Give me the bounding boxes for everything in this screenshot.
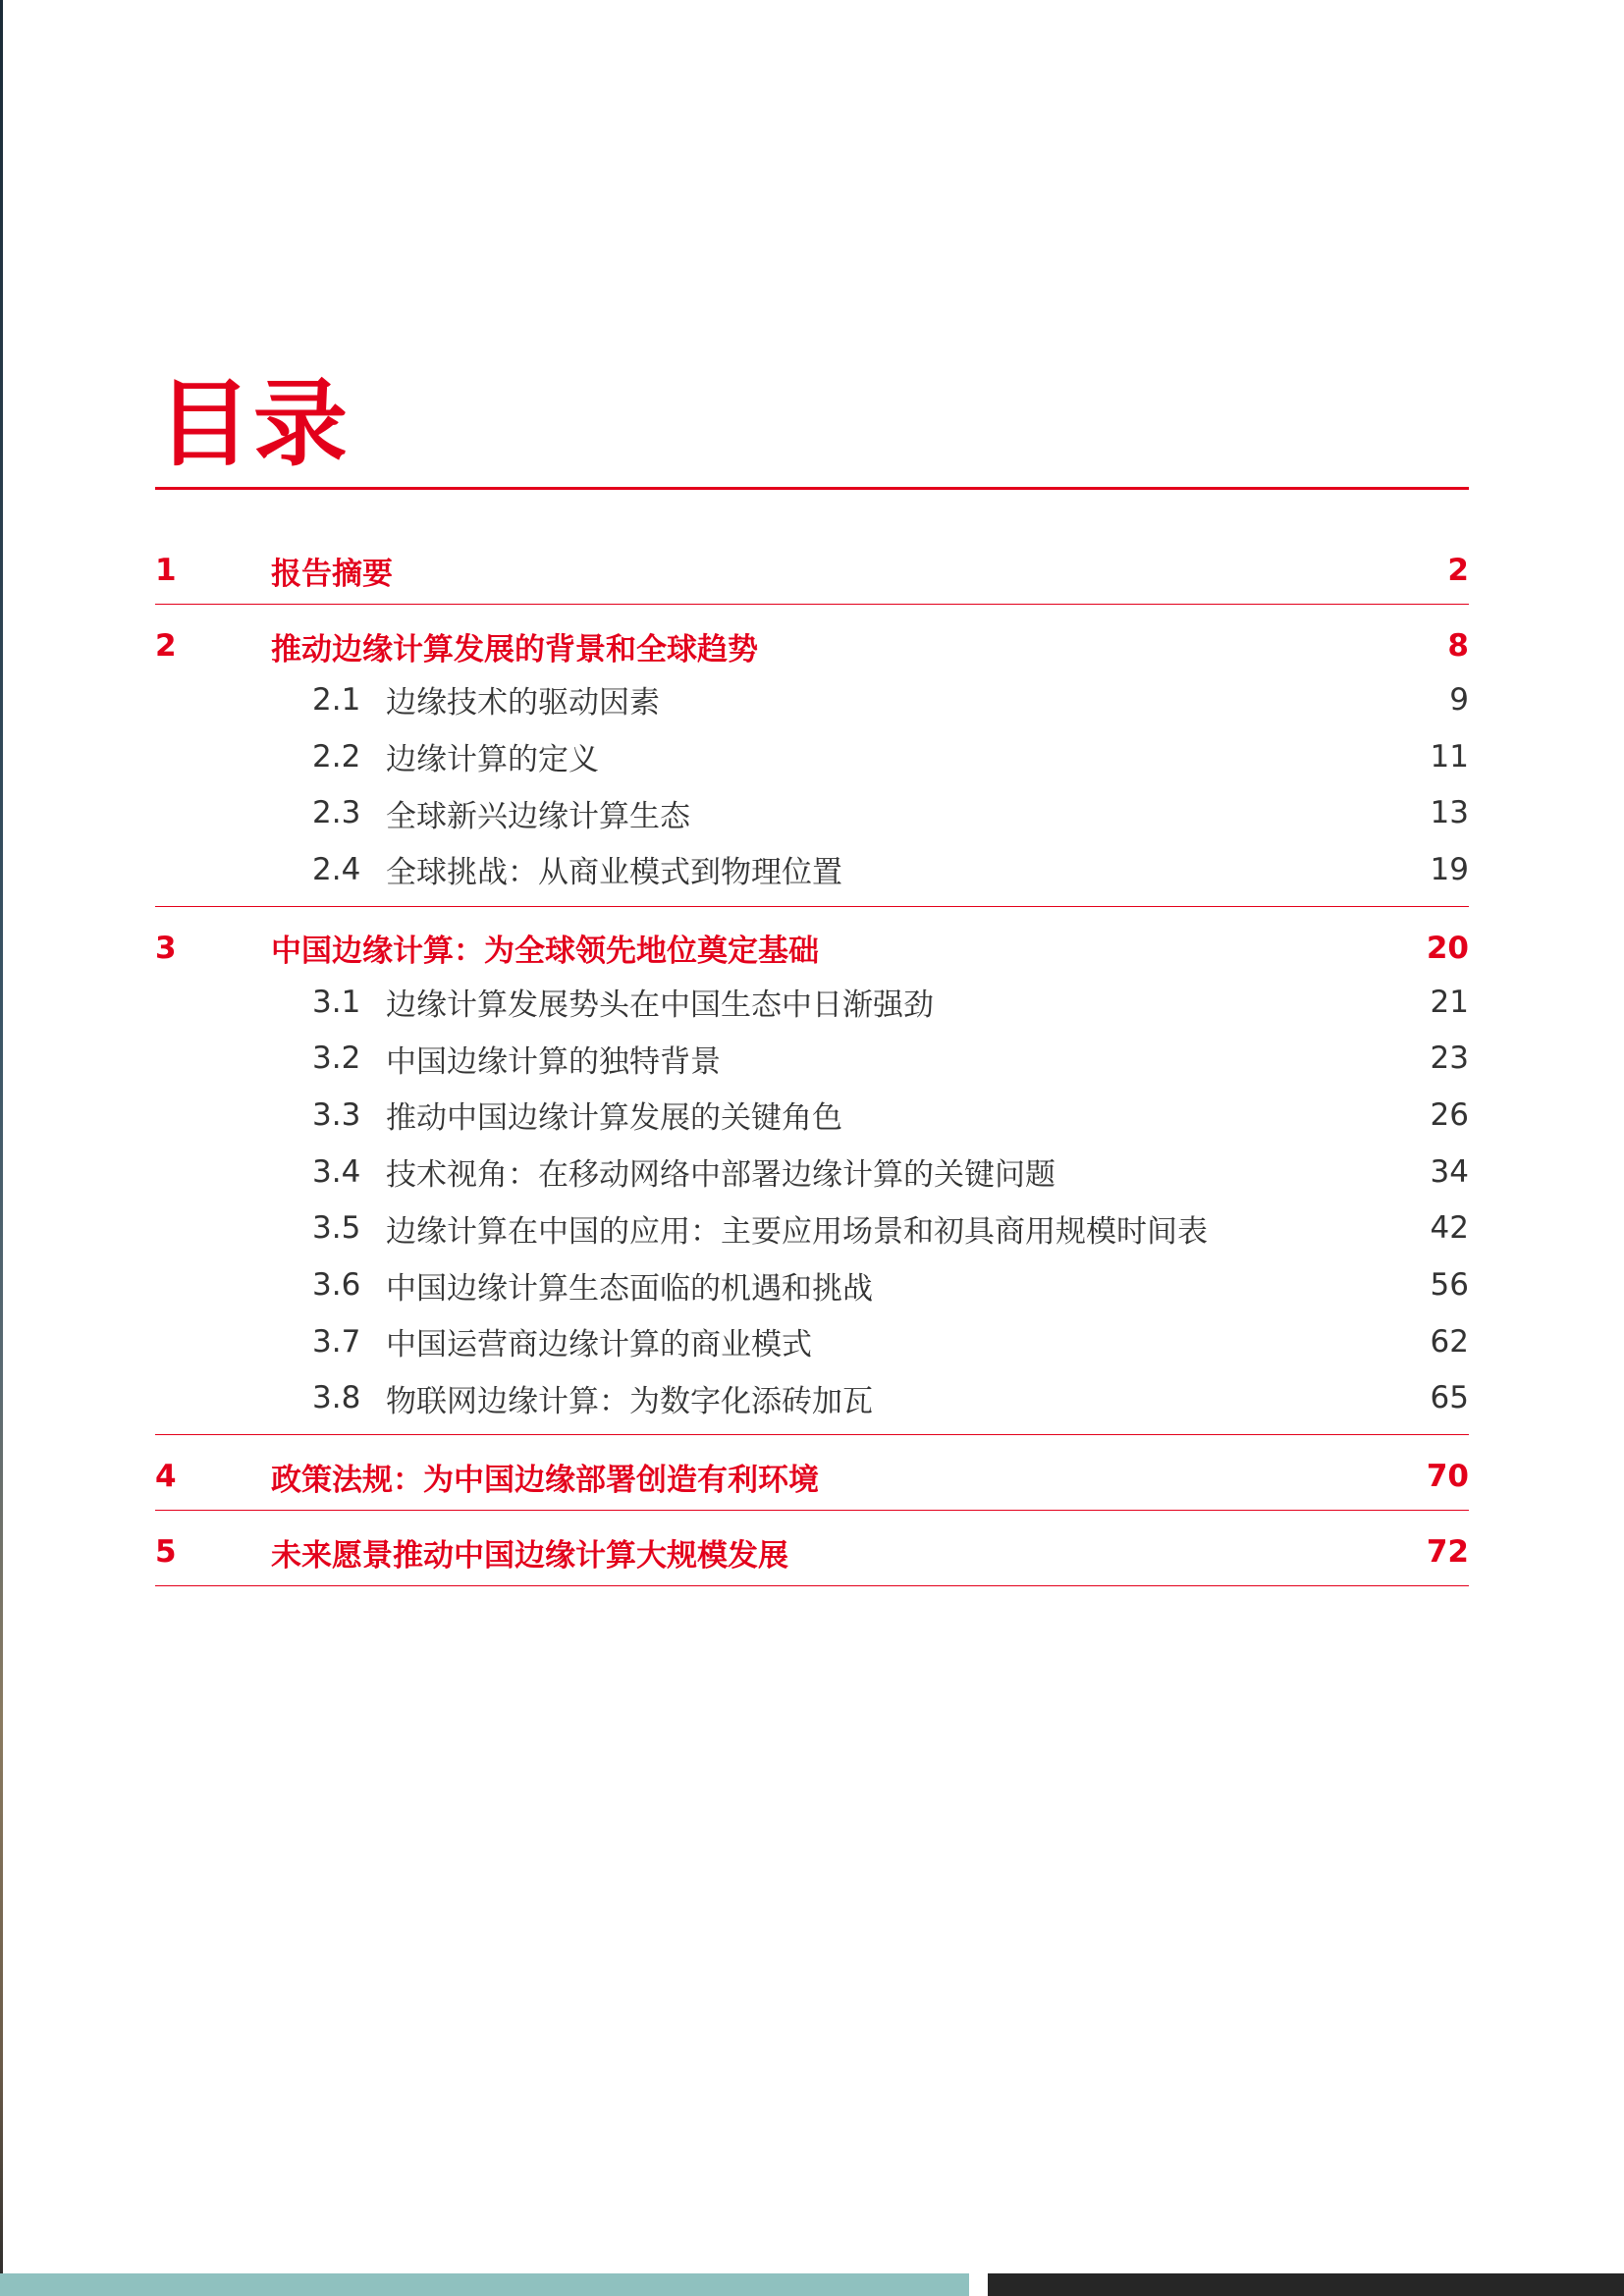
chapter-page-number: 2 [1447,553,1469,588]
subsection-number: 2.2 [312,738,361,774]
chapter-number: 5 [155,1534,177,1571]
subsection-title: 全球新兴边缘计算生态 [386,798,690,834]
toc-chapter-entry[interactable] [155,545,1469,596]
toc-subsection-entry[interactable] [155,671,1469,728]
subsection-page-number: 19 [1430,851,1469,887]
chapter-page-number: 20 [1426,930,1469,966]
subsection-page-number: 23 [1430,1041,1469,1077]
subsection-number: 2.1 [312,681,361,718]
toc-subsection-entry[interactable] [155,1256,1469,1313]
toc-section-1 [155,545,1469,605]
subsection-number: 3.7 [312,1323,361,1360]
subsection-number: 3.1 [312,984,361,1020]
chapter-page-number: 8 [1447,628,1469,664]
toc-subsection-entry[interactable] [155,1201,1469,1257]
toc-subsection-entry[interactable] [155,974,1469,1031]
cover-image-edge [0,0,3,2296]
subsection-page-number: 65 [1430,1380,1469,1416]
subsection-title: 推动中国边缘计算发展的关键角色 [386,1100,842,1137]
chapter-page-number: 72 [1426,1534,1469,1571]
toc-subsection-entry[interactable] [155,784,1469,841]
chapter-number: 2 [155,628,177,664]
subsection-title: 边缘计算的定义 [386,742,599,778]
toc-subsection-entry[interactable] [155,1313,1469,1370]
subsection-title: 技术视角：在移动网络中部署边缘计算的关键问题 [386,1157,1056,1194]
subsection-page-number: 56 [1430,1267,1469,1304]
subsection-page-number: 13 [1430,795,1469,831]
subsection-number: 3.4 [312,1153,361,1190]
toc-section-4 [155,1451,1469,1511]
subsection-page-number: 9 [1449,681,1469,718]
footer-bar-right [988,2273,1624,2296]
subsection-page-number: 34 [1430,1153,1469,1190]
toc-subsection-entry[interactable] [155,1087,1469,1144]
chapter-title: 政策法规：为中国边缘部署创造有利环境 [271,1462,819,1498]
chapter-page-number: 70 [1426,1459,1469,1495]
toc-section-2 [155,620,1469,907]
subsection-page-number: 42 [1430,1210,1469,1247]
subsection-number: 3.6 [312,1267,361,1304]
subsection-page-number: 26 [1430,1096,1469,1133]
subsection-number: 2.4 [312,851,361,887]
subsection-number: 2.3 [312,795,361,831]
toc-section-5 [155,1526,1469,1586]
chapter-number: 1 [155,553,177,588]
subsection-title: 边缘计算发展势头在中国生态中日渐强劲 [386,988,934,1024]
subsection-title: 边缘技术的驱动因素 [386,685,660,721]
subsection-title: 全球挑战：从商业模式到物理位置 [386,855,842,891]
subsection-page-number: 62 [1430,1323,1469,1360]
toc-chapter-entry[interactable] [155,923,1469,974]
subsection-title: 物联网边缘计算：为数字化添砖加瓦 [386,1383,873,1419]
toc-subsection-entry[interactable] [155,728,1469,785]
subsection-number: 3.8 [312,1380,361,1416]
subsection-number: 3.2 [312,1041,361,1077]
subsection-number: 3.5 [312,1210,361,1247]
chapter-title: 中国边缘计算：为全球领先地位奠定基础 [271,934,819,970]
table-of-contents [155,545,1469,1602]
chapter-title: 推动边缘计算发展的背景和全球趋势 [271,631,758,667]
footer-bar-left [0,2273,969,2296]
chapter-number: 4 [155,1459,177,1495]
subsection-title: 边缘计算在中国的应用：主要应用场景和初具商用规模时间表 [386,1213,1208,1250]
toc-chapter-entry[interactable] [155,1451,1469,1502]
page-title: 目录 [157,369,350,479]
toc-section-3 [155,923,1469,1436]
toc-chapter-entry[interactable] [155,1526,1469,1577]
toc-subsection-entry[interactable] [155,841,1469,898]
chapter-number: 3 [155,930,177,966]
subsection-title: 中国边缘计算生态面临的机遇和挑战 [386,1270,873,1307]
toc-chapter-entry[interactable] [155,620,1469,671]
toc-subsection-entry[interactable] [155,1370,1469,1427]
subsection-title: 中国边缘计算的独特背景 [386,1043,721,1080]
subsection-number: 3.3 [312,1096,361,1133]
chapter-title: 未来愿景推动中国边缘计算大规模发展 [271,1537,788,1574]
toc-subsection-entry[interactable] [155,1144,1469,1201]
subsection-page-number: 11 [1430,738,1469,774]
subsection-title: 中国运营商边缘计算的商业模式 [386,1327,812,1363]
toc-subsection-entry[interactable] [155,1030,1469,1087]
subsection-page-number: 21 [1430,984,1469,1020]
chapter-title: 报告摘要 [271,556,393,592]
title-divider [155,487,1469,490]
